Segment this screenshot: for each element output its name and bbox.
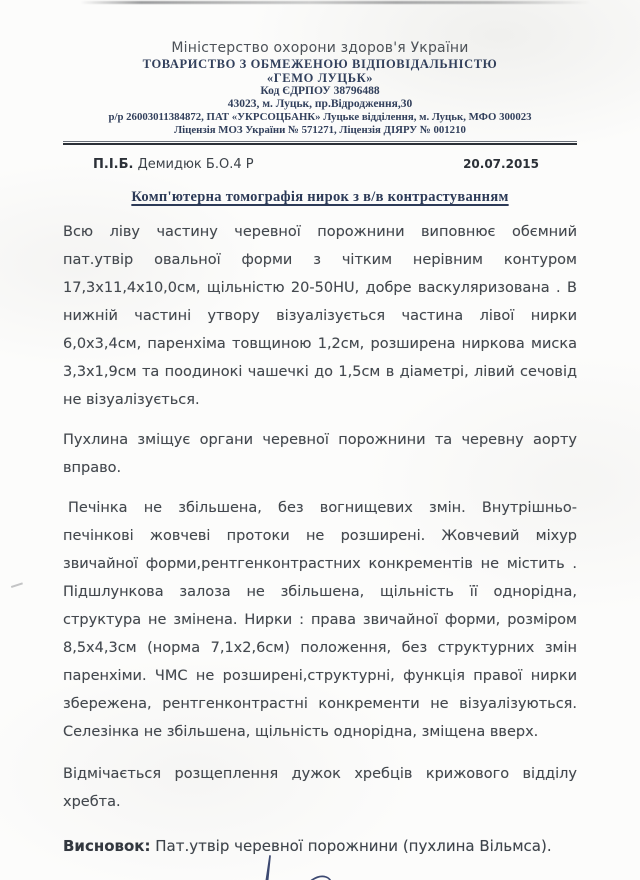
conclusion-text: Пат.утвір черевної порожнини (пухлина Вільмса). (150, 837, 552, 855)
organization-name-line1: ТОВАРИСТВО З ОБМЕЖЕНОЮ ВІДПОВІДАЛЬНІСТЮ (142, 57, 498, 71)
address-line: 43023, м. Луцьк, пр.Відродження,30 (227, 98, 413, 110)
finding-paragraph-spine: Відмічається розщеплення дужок хребців крижового відділу хребта. (63, 766, 577, 810)
document-title: Комп'ютерна томографія нирок з в/в контрастуванням (131, 189, 509, 205)
letterhead (63, 0, 577, 137)
license-line: Ліцензія МОЗ України № 571271, Ліцензія ДІЯРУ № 001210 (174, 124, 466, 136)
conclusion-line (63, 832, 577, 860)
edrpou-code: Код ЄДРПОУ 38796488 (260, 85, 380, 97)
bank-details-line: р/р 26003011384872, ПАТ «УКРСОЦБАНК» Луцьке відділення, м. Луцьк, МФО 300023 (108, 111, 532, 123)
stamp-ring-text (220, 876, 292, 880)
doctor-stamp (220, 876, 292, 880)
patient-name-label: П.І.Б. (93, 157, 134, 172)
organization-name-line2: «ГЕМО ЛУЦЬК» (266, 71, 374, 85)
header-divider (63, 141, 577, 145)
document-date: 20.07.2015 (463, 157, 539, 171)
finding-paragraph-mass: Всю ліву частину черевної порожнини виповнює обємний пат.утвір овальної форми з чітким нерівним контуром 17,3х11,4х10,0см, щільністю 20-50HU, добре васкуляризована . В нижній частині утвору візуалізується частина лівої нирки 6,0х3,4см, паренхіма товщиною 1,2см, розширена ниркова миска 3,3х1,9см та поодинокі чашечкі до 1,5см в діаметрі, лівий сечовід не візуалізується. (63, 224, 577, 408)
conclusion-label: Висновок: (63, 837, 151, 855)
finding-paragraph-displacement: Пухлина зміщує органи черевної порожнини та черевну аорту вправо. (63, 432, 577, 476)
svg-text:Ляшенко Сергій Васильович • лі (220, 876, 292, 880)
scan-edge-artifact (80, 1, 590, 4)
ministry-line: Міністерство охорони здоров'я України (171, 40, 469, 56)
patient-name-value: Демидюк Б.О.4 Р (137, 157, 254, 172)
patient-name-group (63, 156, 254, 173)
finding-paragraph-organs: Печінка не збільшена, без вогнищевих змін. Внутрішньо-печінкові жовчеві протоки не розширені. Жовчевий міхур звичайної форми,рентгенконтрастних конкрементів не містить . Підшлункова залоза не збільшена, щільність її однорідна, структура не змінена. Нирки : права звичайної форми, розміром 8,5х4,3см (норма 7,1х2,6см) положення, без структурних змін паренхіми. ЧМС не розширені,структурні, функція правої нирки збережена, рентгенконтрастні конкременти не візуалізуються. Селезінка не збільшена, щільність однорідна, зміщена вверх. (63, 500, 577, 740)
patient-row (63, 156, 577, 173)
